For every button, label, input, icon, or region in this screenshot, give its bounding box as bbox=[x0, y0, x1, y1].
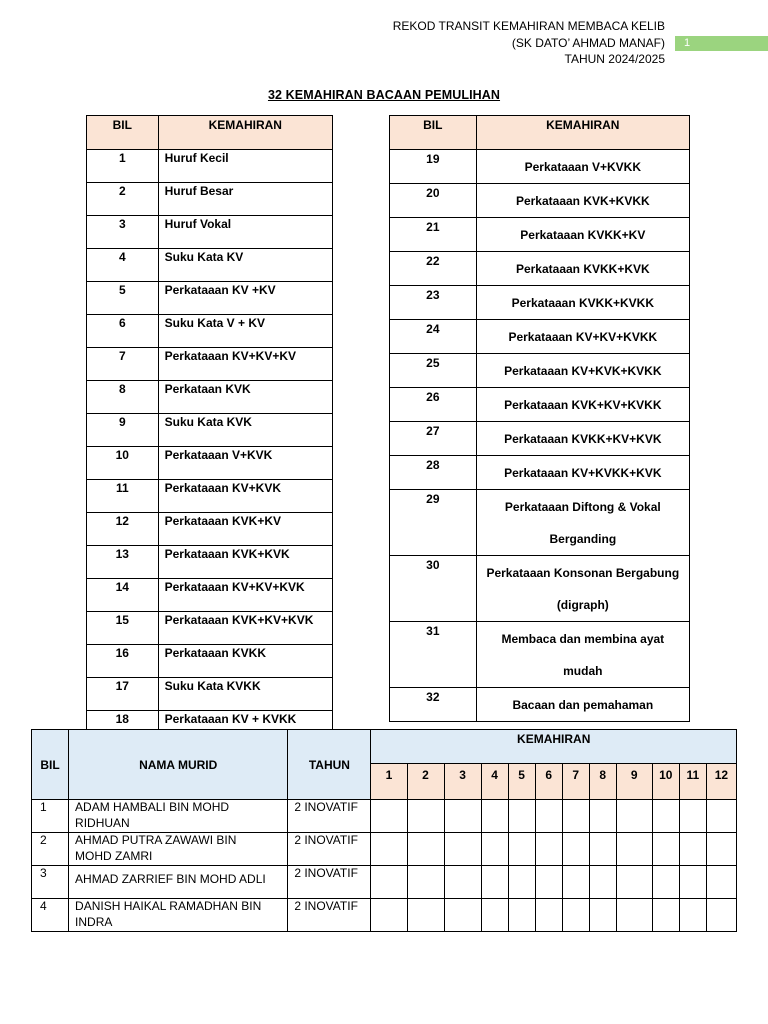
student-number: 2 bbox=[32, 833, 69, 866]
skill-row bbox=[87, 348, 333, 381]
student-class: 2 INOVATIF bbox=[288, 833, 371, 866]
skill-check-cell[interactable] bbox=[535, 866, 562, 899]
skill-check-cell[interactable] bbox=[535, 833, 562, 866]
page-number-badge: 1 bbox=[675, 36, 768, 51]
skill-name: Perkataaan KV +KV bbox=[158, 282, 332, 315]
skill-number: 9 bbox=[87, 414, 159, 447]
skill-row bbox=[87, 150, 333, 183]
student-number: 4 bbox=[32, 899, 69, 932]
skill-number-header: 10 bbox=[652, 764, 679, 800]
student-name-line: MOHD ZAMRI bbox=[75, 848, 153, 863]
student-name bbox=[69, 899, 288, 932]
skill-check-cell[interactable] bbox=[706, 866, 736, 899]
skill-row bbox=[390, 490, 690, 556]
skill-check-cell[interactable] bbox=[481, 899, 508, 932]
skill-check-cell[interactable] bbox=[679, 899, 706, 932]
skill-number-header: 1 bbox=[371, 764, 407, 800]
skill-number-header: 2 bbox=[407, 764, 444, 800]
skill-name: Perkataaan V+KVKK bbox=[476, 150, 689, 184]
skill-row bbox=[390, 388, 690, 422]
header-line-2: (SK DATO’ AHMAD MANAF) bbox=[511, 35, 665, 50]
header-line-3: TAHUN 2024/2025 bbox=[564, 52, 665, 66]
skill-number: 23 bbox=[390, 286, 477, 320]
skill-name-line: mudah bbox=[563, 664, 603, 678]
skill-check-cell[interactable] bbox=[706, 833, 736, 866]
skill-row bbox=[390, 354, 690, 388]
skill-name: Perkataaan KV + KVKK bbox=[158, 711, 332, 744]
skill-check-cell[interactable] bbox=[589, 833, 616, 866]
skill-row bbox=[87, 414, 333, 447]
skill-name: Perkataaan KVKK bbox=[158, 645, 332, 678]
column-header-bil: BIL bbox=[87, 116, 159, 150]
skill-check-cell[interactable] bbox=[444, 866, 481, 899]
skill-row bbox=[87, 645, 333, 678]
header-line-1: REKOD TRANSIT KEMAHIRAN MEMBACA KELIB bbox=[392, 19, 665, 33]
skill-name: Suku Kata KV bbox=[158, 249, 332, 282]
skill-number-header: 5 bbox=[508, 764, 535, 800]
skill-row bbox=[390, 218, 690, 252]
skill-check-cell[interactable] bbox=[481, 833, 508, 866]
skill-name: Perkataaan KV+KVK bbox=[158, 480, 332, 513]
skill-row bbox=[390, 622, 690, 688]
skill-check-cell[interactable] bbox=[652, 899, 679, 932]
student-row bbox=[32, 899, 737, 932]
skill-check-cell[interactable] bbox=[371, 833, 407, 866]
skill-number: 3 bbox=[87, 216, 159, 249]
skill-number: 10 bbox=[87, 447, 159, 480]
skill-check-cell[interactable] bbox=[706, 800, 736, 833]
skill-check-cell[interactable] bbox=[562, 800, 589, 833]
skill-number: 5 bbox=[87, 282, 159, 315]
skill-number-header: 4 bbox=[481, 764, 508, 800]
student-name-line: AHMAD ZARRIEF BIN MOHD ADLI bbox=[75, 872, 266, 886]
skill-number: 11 bbox=[87, 480, 159, 513]
skill-number-header: 8 bbox=[589, 764, 616, 800]
student-name-line: RIDHUAN bbox=[75, 815, 130, 830]
skill-name: Huruf Kecil bbox=[158, 150, 332, 183]
skill-name-line: Perkataaan Diftong & Vokal bbox=[504, 500, 661, 514]
skill-number: 18 bbox=[87, 711, 159, 744]
skill-number: 1 bbox=[87, 150, 159, 183]
skill-name: Suku Kata V + KV bbox=[158, 315, 332, 348]
skill-name: Perkataaan KV+KV+KVK bbox=[158, 579, 332, 612]
column-header-kemahiran: KEMAHIRAN bbox=[158, 116, 332, 150]
skill-name: Perkataaan KVK+KV bbox=[158, 513, 332, 546]
skill-check-cell[interactable] bbox=[679, 833, 706, 866]
skill-name: Perkataaan KV+KV+KVKK bbox=[476, 320, 689, 354]
skill-check-cell[interactable] bbox=[508, 800, 535, 833]
student-row bbox=[32, 800, 737, 833]
student-name-line: ADAM HAMBALI BIN MOHD bbox=[75, 800, 230, 814]
skill-number: 24 bbox=[390, 320, 477, 354]
skill-check-cell[interactable] bbox=[652, 866, 679, 899]
skill-check-cell[interactable] bbox=[535, 800, 562, 833]
skill-row bbox=[87, 612, 333, 645]
skill-row bbox=[390, 252, 690, 286]
skill-row bbox=[87, 315, 333, 348]
skill-number: 20 bbox=[390, 184, 477, 218]
skill-name: Bacaan dan pemahaman bbox=[476, 688, 689, 722]
skill-number: 26 bbox=[390, 388, 477, 422]
skill-number: 8 bbox=[87, 381, 159, 414]
skill-number: 7 bbox=[87, 348, 159, 381]
skill-number: 25 bbox=[390, 354, 477, 388]
skill-row bbox=[87, 546, 333, 579]
skill-name: Perkataaan KVKK+KV bbox=[476, 218, 689, 252]
skill-check-cell[interactable] bbox=[508, 866, 535, 899]
column-header-bil: BIL bbox=[390, 116, 477, 150]
skill-number: 28 bbox=[390, 456, 477, 490]
skill-name: Perkataaan KVKK+KVK bbox=[476, 252, 689, 286]
skill-name: Perkataaan KV+KVK+KVKK bbox=[476, 354, 689, 388]
skill-row bbox=[390, 556, 690, 622]
skill-check-cell[interactable] bbox=[371, 866, 407, 899]
skill-name: Suku Kata KVKK bbox=[158, 678, 332, 711]
student-row bbox=[32, 866, 737, 899]
skill-name: Perkataaan KV+KVKK+KVK bbox=[476, 456, 689, 490]
skill-name: Suku Kata KVK bbox=[158, 414, 332, 447]
skill-check-cell[interactable] bbox=[508, 899, 535, 932]
skill-number-header: 3 bbox=[444, 764, 481, 800]
student-number: 3 bbox=[32, 866, 69, 899]
column-header-nama-murid: NAMA MURID bbox=[69, 730, 288, 800]
skills-table-right bbox=[389, 115, 690, 722]
page-title: 32 KEMAHIRAN BACAAN PEMULIHAN bbox=[267, 88, 501, 102]
skill-name: Perkataaan KVK+KVKK bbox=[476, 184, 689, 218]
skill-name: Perkataan KVK bbox=[158, 381, 332, 414]
student-name-line: AHMAD PUTRA ZAWAWI BIN bbox=[75, 833, 237, 847]
skill-number: 14 bbox=[87, 579, 159, 612]
skill-check-cell[interactable] bbox=[589, 899, 616, 932]
skill-number: 13 bbox=[87, 546, 159, 579]
student-class: 2 INOVATIF bbox=[288, 866, 371, 899]
skill-check-cell[interactable] bbox=[371, 800, 407, 833]
student-name-line: INDRA bbox=[75, 914, 113, 929]
skill-name: Perkataaan KVK+KV+KVKK bbox=[476, 388, 689, 422]
skill-row bbox=[390, 320, 690, 354]
skill-number-header: 6 bbox=[535, 764, 562, 800]
skill-name: Perkataaan KVK+KV+KVK bbox=[158, 612, 332, 645]
skill-name: Perkataaan KVK+KVK bbox=[158, 546, 332, 579]
skill-row bbox=[87, 513, 333, 546]
skill-row bbox=[87, 183, 333, 216]
student-class: 2 INOVATIF bbox=[288, 899, 371, 932]
skill-check-cell[interactable] bbox=[562, 833, 589, 866]
skill-name-line: Perkataaan Konsonan Bergabung bbox=[486, 566, 680, 580]
skill-check-cell[interactable] bbox=[706, 899, 736, 932]
skill-number-header: 7 bbox=[562, 764, 589, 800]
skill-row bbox=[87, 282, 333, 315]
student-number: 1 bbox=[32, 800, 69, 833]
skill-check-cell[interactable] bbox=[652, 800, 679, 833]
skill-check-cell[interactable] bbox=[616, 899, 652, 932]
skill-row bbox=[390, 184, 690, 218]
column-header-tahun: TAHUN bbox=[288, 730, 371, 800]
skills-table-left bbox=[86, 115, 333, 744]
skill-name: Huruf Besar bbox=[158, 183, 332, 216]
skill-number: 16 bbox=[87, 645, 159, 678]
skill-check-cell[interactable] bbox=[616, 833, 652, 866]
skill-number-header: 11 bbox=[679, 764, 706, 800]
skill-check-cell[interactable] bbox=[679, 800, 706, 833]
skill-check-cell[interactable] bbox=[407, 800, 444, 833]
skill-check-cell[interactable] bbox=[589, 800, 616, 833]
skill-check-cell[interactable] bbox=[589, 866, 616, 899]
skill-number-header: 9 bbox=[616, 764, 652, 800]
skill-row bbox=[87, 480, 333, 513]
skill-name: Perkataaan KVKK+KV+KVK bbox=[476, 422, 689, 456]
skill-row bbox=[390, 286, 690, 320]
column-header-bil: BIL bbox=[32, 730, 69, 800]
column-header-kemahiran: KEMAHIRAN bbox=[476, 116, 689, 150]
skill-row bbox=[87, 678, 333, 711]
skill-row bbox=[87, 249, 333, 282]
skill-name bbox=[476, 490, 689, 556]
skill-number: 29 bbox=[390, 490, 477, 556]
skill-name bbox=[476, 556, 689, 622]
skill-number: 31 bbox=[390, 622, 477, 688]
skill-number-header: 12 bbox=[706, 764, 736, 800]
skill-check-cell[interactable] bbox=[562, 866, 589, 899]
skill-name-line: (digraph) bbox=[556, 598, 609, 612]
skill-number: 19 bbox=[390, 150, 477, 184]
student-name bbox=[69, 833, 288, 866]
skill-check-cell[interactable] bbox=[444, 899, 481, 932]
skill-number: 27 bbox=[390, 422, 477, 456]
skill-name: Perkataaan KV+KV+KV bbox=[158, 348, 332, 381]
skill-number: 17 bbox=[87, 678, 159, 711]
skill-check-cell[interactable] bbox=[444, 800, 481, 833]
skill-name-line: Membaca dan membina ayat bbox=[501, 632, 665, 646]
student-record-table bbox=[31, 729, 737, 932]
skill-check-cell[interactable] bbox=[407, 866, 444, 899]
skill-check-cell[interactable] bbox=[371, 899, 407, 932]
skill-check-cell[interactable] bbox=[616, 866, 652, 899]
skill-name: Huruf Vokal bbox=[158, 216, 332, 249]
skill-row bbox=[390, 422, 690, 456]
skill-check-cell[interactable] bbox=[562, 899, 589, 932]
skill-row bbox=[87, 447, 333, 480]
skill-row bbox=[87, 381, 333, 414]
skill-row bbox=[390, 688, 690, 722]
skill-number: 30 bbox=[390, 556, 477, 622]
student-class: 2 INOVATIF bbox=[288, 800, 371, 833]
skill-number: 21 bbox=[390, 218, 477, 252]
column-header-kemahiran: KEMAHIRAN bbox=[371, 730, 737, 764]
student-name bbox=[69, 866, 288, 899]
skill-number: 22 bbox=[390, 252, 477, 286]
student-name-line: DANISH HAIKAL RAMADHAN BIN bbox=[75, 899, 262, 913]
skill-check-cell[interactable] bbox=[679, 866, 706, 899]
skill-number: 2 bbox=[87, 183, 159, 216]
skill-row bbox=[390, 456, 690, 490]
skill-check-cell[interactable] bbox=[481, 866, 508, 899]
skill-name bbox=[476, 622, 689, 688]
document-header bbox=[393, 18, 665, 68]
skill-check-cell[interactable] bbox=[616, 800, 652, 833]
student-row bbox=[32, 833, 737, 866]
skill-check-cell[interactable] bbox=[481, 800, 508, 833]
skill-name: Perkataaan KVKK+KVKK bbox=[476, 286, 689, 320]
skill-number: 6 bbox=[87, 315, 159, 348]
skill-number: 4 bbox=[87, 249, 159, 282]
skill-check-cell[interactable] bbox=[535, 899, 562, 932]
skill-number: 15 bbox=[87, 612, 159, 645]
skill-number: 32 bbox=[390, 688, 477, 722]
skill-name-line: Berganding bbox=[549, 532, 617, 546]
skill-check-cell[interactable] bbox=[652, 833, 679, 866]
skill-check-cell[interactable] bbox=[407, 899, 444, 932]
skill-row bbox=[87, 579, 333, 612]
skill-check-cell[interactable] bbox=[444, 833, 481, 866]
skill-row bbox=[390, 150, 690, 184]
skill-row bbox=[87, 216, 333, 249]
student-name bbox=[69, 800, 288, 833]
skill-check-cell[interactable] bbox=[407, 833, 444, 866]
skill-number: 12 bbox=[87, 513, 159, 546]
skill-check-cell[interactable] bbox=[508, 833, 535, 866]
skill-name: Perkataaan V+KVK bbox=[158, 447, 332, 480]
